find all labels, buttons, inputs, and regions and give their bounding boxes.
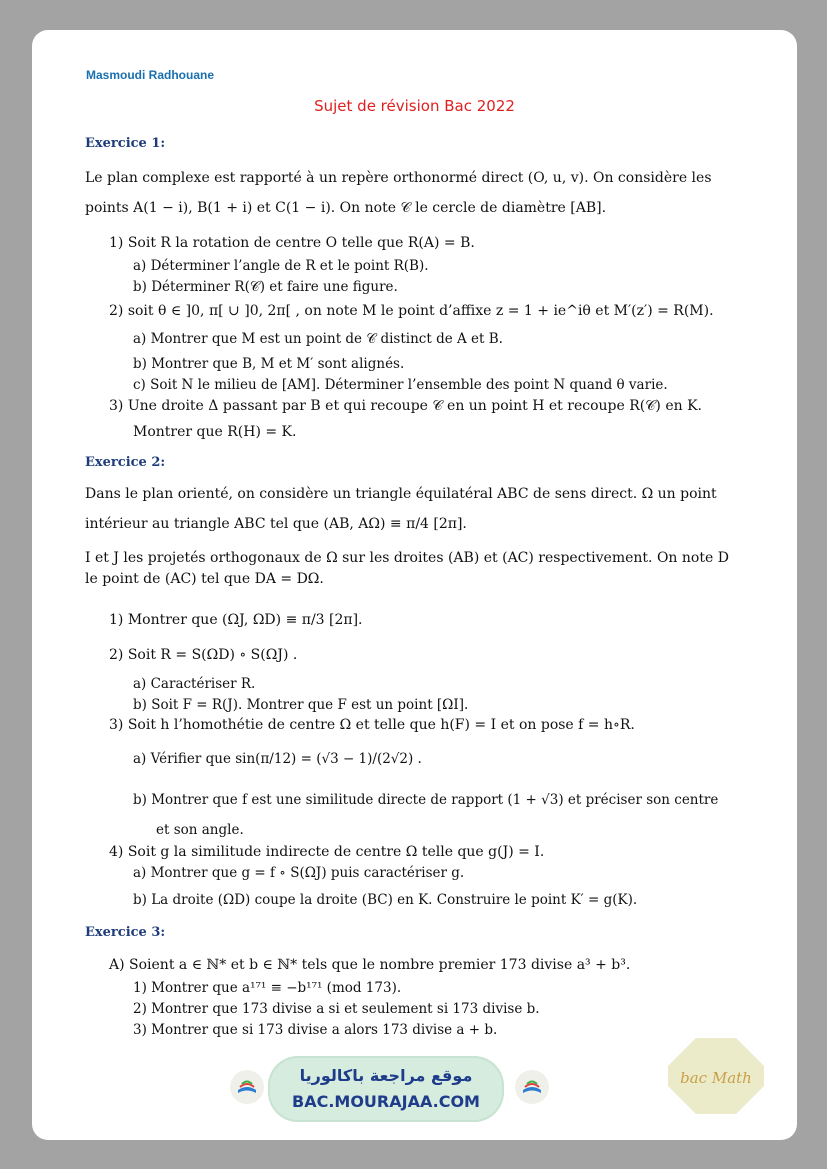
ex2-line: 1) Montrer que (ΩJ, ΩD) ≡ π/3 [2π]. [109, 612, 363, 628]
ex1-line: 3) Une droite Δ passant par B et qui recoupe 𝒞 en un point H et recoupe R(𝒞) en K. [109, 398, 703, 414]
ex1-line: 2) soit θ ∈ ]0, π[ ∪ ]0, 2π[ , on note M le point d’affixe z = 1 + ie^iθ et M′(z′) = R(M). [109, 303, 714, 319]
document-title: Sujet de révision Bac 2022 [314, 97, 515, 115]
ex3-line: 3) Montrer que si 173 divise a alors 173 divise a + b. [133, 1022, 498, 1038]
author-name: Masmoudi Radhouane [86, 68, 215, 82]
ex2-line: 2) Soit R = S(ΩD) ∘ S(ΩJ) . [109, 647, 298, 663]
ex2-line: intérieur au triangle ABC tel que (AB, AΩ) ≡ π/4 [2π]. [85, 516, 467, 532]
ex1-line: 1) Soit R la rotation de centre O telle que R(A) = B. [109, 235, 475, 251]
exercise-2-heading: Exercice 2: [85, 455, 166, 470]
bac-math-logo [666, 1036, 766, 1116]
ex1-line: c) Soit N le milieu de [AM]. Déterminer l’ensemble des point N quand θ varie. [133, 377, 668, 393]
ex2-line: a) Caractériser R. [133, 676, 256, 692]
ex1-line: b) Déterminer R(𝒞) et faire une figure. [133, 279, 398, 295]
ex2-line: 4) Soit g la similitude indirecte de centre Ω telle que g(J) = I. [109, 844, 545, 860]
ex2-line: a) Montrer que g = f ∘ S(ΩJ) puis caractériser g. [133, 865, 465, 881]
ex2-line: 3) Soit h l’homothétie de centre Ω et telle que h(F) = I et on pose f = h∘R. [109, 717, 635, 733]
ex1-line: Montrer que R(H) = K. [133, 424, 297, 440]
site-url[interactable]: BAC.MOURAJAA.COM [292, 1092, 480, 1111]
ex1-line: b) Montrer que B, M et M′ sont alignés. [133, 356, 405, 372]
ex2-line: le point de (AC) tel que DA = DΩ. [85, 571, 324, 587]
ex2-line: b) La droite (ΩD) coupe la droite (BC) en K. Construire le point K′ = g(K). [133, 892, 638, 908]
exercise-3-heading: Exercice 3: [85, 925, 166, 940]
ex2-line: I et J les projetés orthogonaux de Ω sur les droites (AB) et (AC) respectivement. On note D [85, 550, 729, 566]
ex2-line: b) Montrer que f est une similitude directe de rapport (1 + √3) et préciser son centre [133, 792, 719, 808]
ex3-line: 1) Montrer que a¹⁷¹ ≡ −b¹⁷¹ (mod 173). [133, 980, 402, 996]
ex3-line: 2) Montrer que 173 divise a si et seulement si 173 divise b. [133, 1001, 540, 1017]
site-name-arabic: موقع مراجعة باكالوريا [299, 1066, 473, 1085]
ex3-line: A) Soient a ∈ ℕ* et b ∈ ℕ* tels que le nombre premier 173 divise a³ + b³. [109, 957, 631, 973]
ex2-line: Dans le plan orienté, on considère un triangle équilatéral ABC de sens direct. Ω un point [85, 486, 717, 502]
book-logo-icon [515, 1070, 549, 1104]
document-page [32, 30, 797, 1140]
ex2-line: et son angle. [156, 822, 244, 838]
book-logo-icon [230, 1070, 264, 1104]
ex2-line: b) Soit F = R(J). Montrer que F est un point [ΩI]. [133, 697, 469, 713]
ex1-line: Le plan complexe est rapporté à un repère orthonormé direct (O, u, v). On considère les [85, 170, 712, 186]
bac-math-logo-text: bac Math [680, 1069, 752, 1087]
exercise-1-heading: Exercice 1: [85, 136, 166, 151]
ex1-line: a) Déterminer l’angle de R et le point R(B). [133, 258, 429, 274]
ex1-line: points A(1 − i), B(1 + i) et C(1 − i). On note 𝒞 le cercle de diamètre [AB]. [85, 200, 607, 216]
ex2-line: a) Vérifier que sin(π/12) = (√3 − 1)/(2√2) . [133, 751, 422, 767]
site-link-banner[interactable] [268, 1056, 504, 1122]
ex1-line: a) Montrer que M est un point de 𝒞 distinct de A et B. [133, 331, 503, 347]
